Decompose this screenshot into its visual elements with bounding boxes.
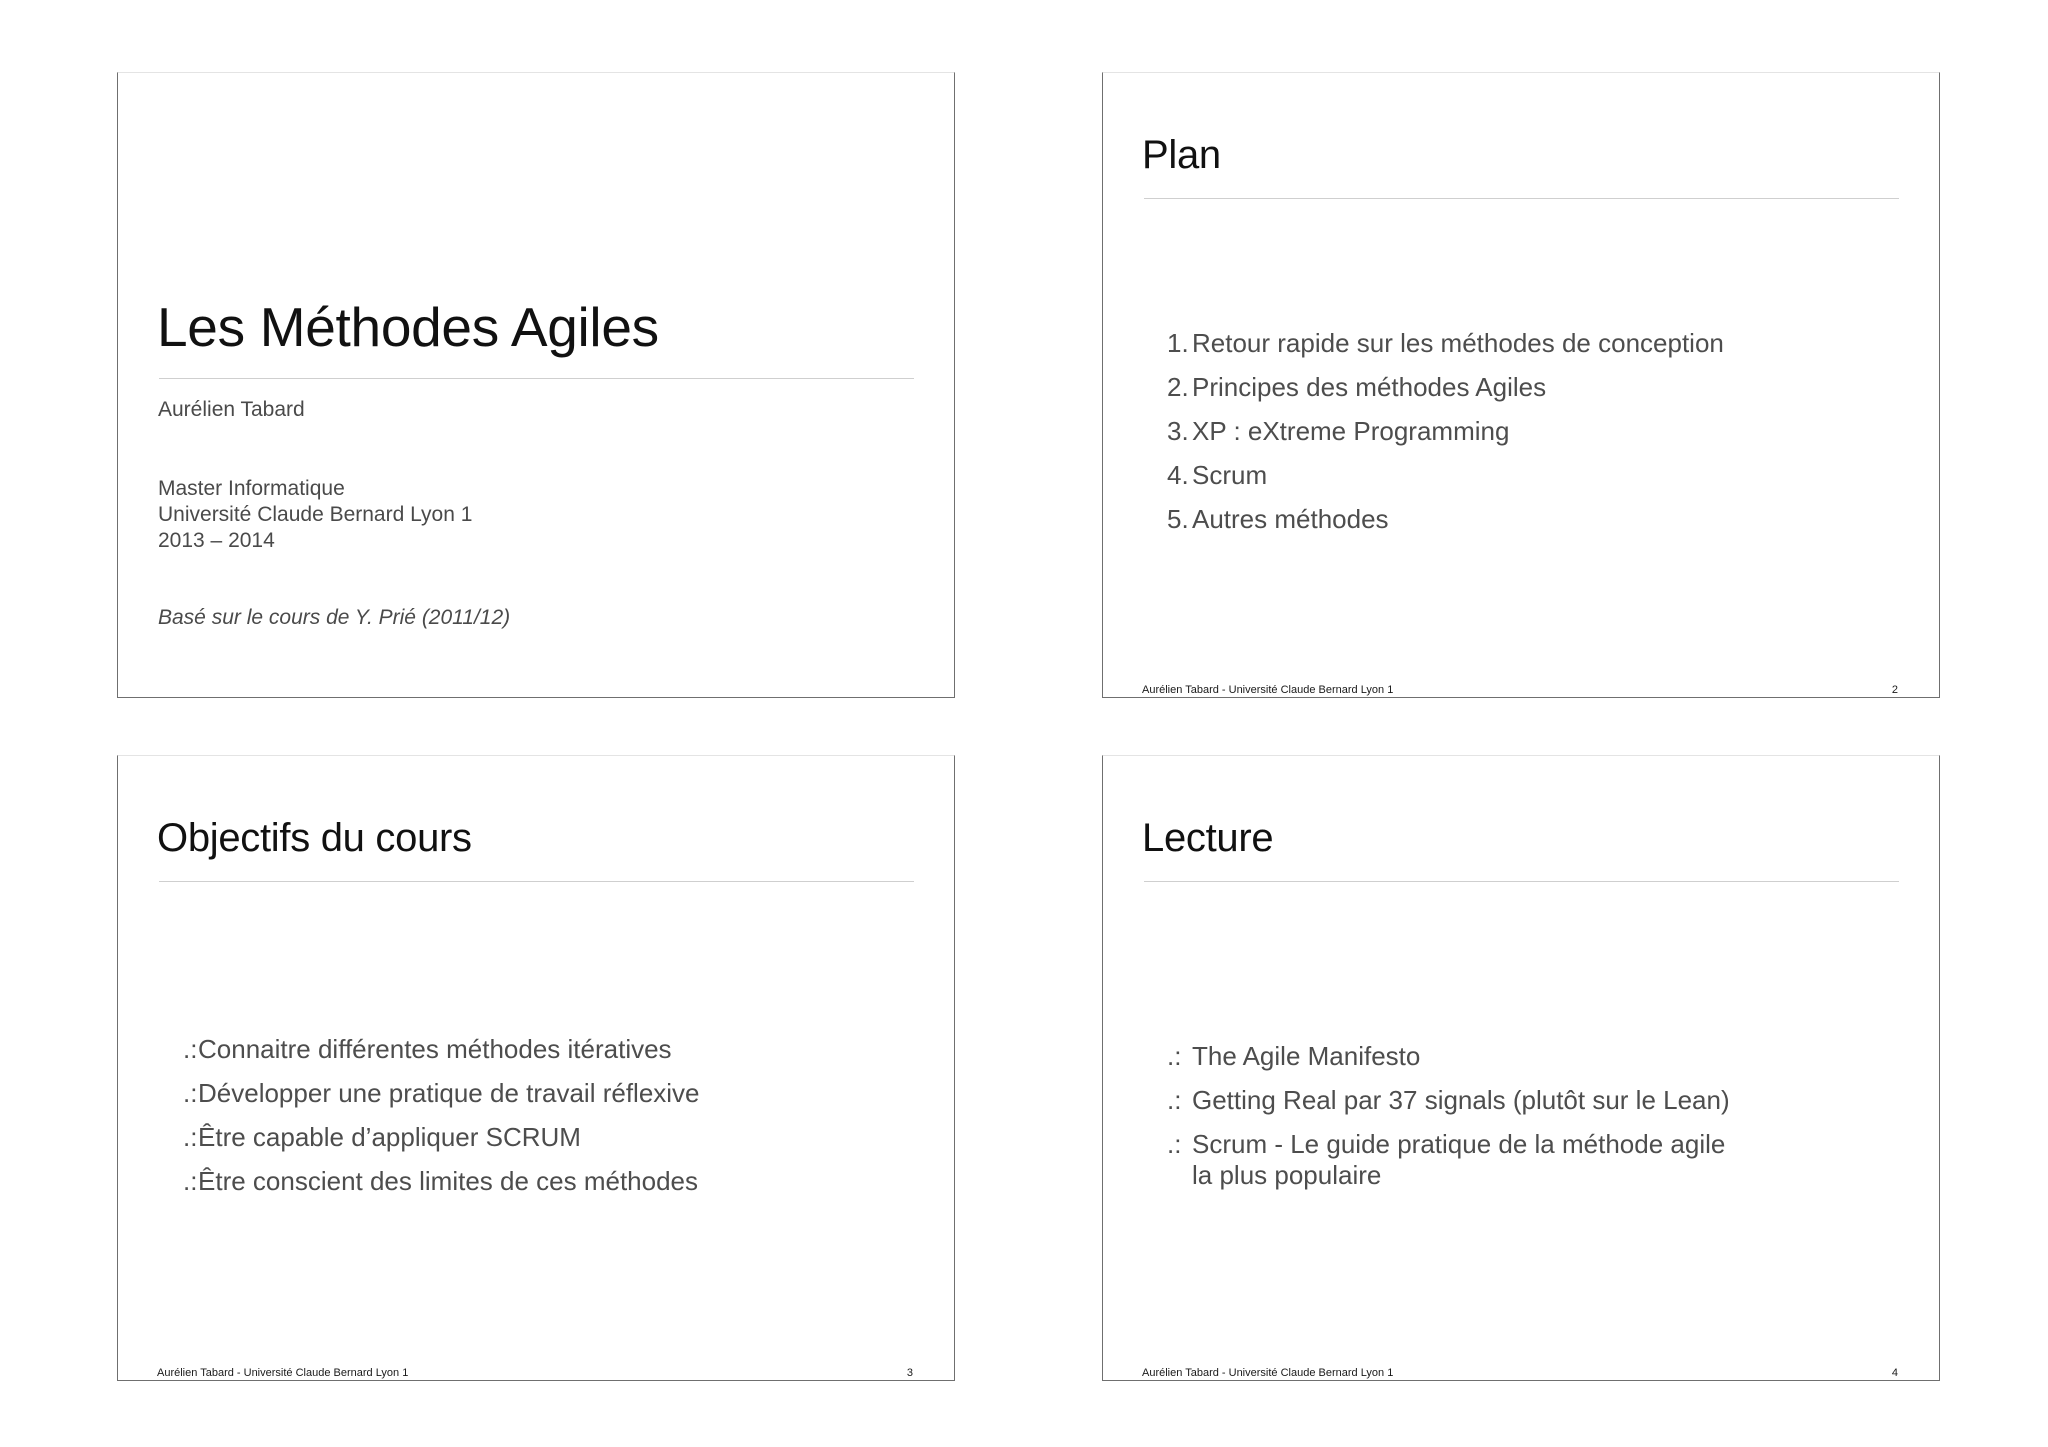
reading-list <box>1167 1041 1752 1204</box>
slide-title-page <box>117 72 955 698</box>
list-marker: 2. <box>1167 372 1189 402</box>
list-item-text: The Agile Manifesto <box>1192 1041 1421 1071</box>
list-item <box>1167 372 1724 403</box>
title-divider <box>1144 881 1899 882</box>
plan-list <box>1167 328 1724 548</box>
program-info <box>158 476 472 554</box>
slide-title: Les Méthodes Agiles <box>157 296 659 358</box>
list-marker: .: <box>183 1122 198 1152</box>
list-item <box>183 1078 700 1109</box>
list-marker: .: <box>183 1034 198 1064</box>
program-line: Master Informatique <box>158 477 345 500</box>
list-item <box>1167 460 1724 491</box>
objectives-list <box>183 1034 700 1210</box>
list-item-text: Scrum <box>1192 460 1268 490</box>
list-item-text: Retour rapide sur les méthodes de conception <box>1192 328 1724 358</box>
slide-footer: Aurélien Tabard - Université Claude Bernard Lyon 1 <box>1142 1367 1394 1379</box>
list-item <box>183 1034 700 1065</box>
list-marker: 4. <box>1167 460 1189 490</box>
list-item-text: Scrum - Le guide pratique de la méthode agile la plus populaire <box>1192 1129 1726 1190</box>
slide-title: Objectifs du cours <box>157 816 472 860</box>
list-item-text: XP : eXtreme Programming <box>1192 416 1510 446</box>
list-marker: 5. <box>1167 504 1189 534</box>
page-number: 3 <box>906 1367 913 1379</box>
program-line: 2013 – 2014 <box>158 529 275 552</box>
slide-footer: Aurélien Tabard - Université Claude Bernard Lyon 1 <box>1142 684 1394 696</box>
list-item-text: Développer une pratique de travail réflexive <box>198 1078 700 1108</box>
list-marker: .: <box>183 1166 198 1196</box>
page-number: 4 <box>1891 1367 1898 1379</box>
slide-title: Lecture <box>1142 816 1274 860</box>
list-item-text: Être capable d’appliquer SCRUM <box>198 1122 581 1152</box>
list-item <box>183 1166 700 1197</box>
title-divider <box>1144 198 1899 199</box>
page-number: 2 <box>1891 684 1898 696</box>
list-item <box>1167 504 1724 535</box>
list-marker: 3. <box>1167 416 1189 446</box>
list-item-text: Getting Real par 37 signals (plutôt sur le Lean) <box>1192 1085 1730 1115</box>
list-marker: .: <box>1167 1041 1182 1071</box>
slide-objectives <box>117 755 955 1381</box>
list-item-text: Autres méthodes <box>1192 504 1389 534</box>
title-divider <box>159 881 914 882</box>
slide-footer: Aurélien Tabard - Université Claude Bernard Lyon 1 <box>157 1367 409 1379</box>
slide-title: Plan <box>1142 133 1221 177</box>
title-divider <box>159 378 914 379</box>
list-item-text: Être conscient des limites de ces méthodes <box>198 1166 699 1196</box>
program-line: Université Claude Bernard Lyon 1 <box>158 503 473 526</box>
list-item <box>1167 1129 1752 1191</box>
list-item <box>1167 1085 1752 1116</box>
slide-reading <box>1102 755 1940 1381</box>
author-name: Aurélien Tabard <box>158 398 305 421</box>
list-item <box>183 1122 700 1153</box>
list-marker: .: <box>1167 1085 1182 1115</box>
list-item <box>1167 1041 1752 1072</box>
slide-plan <box>1102 72 1940 698</box>
list-item <box>1167 416 1724 447</box>
list-item-text: Principes des méthodes Agiles <box>1192 372 1547 402</box>
list-marker: 1. <box>1167 328 1189 358</box>
course-credit: Basé sur le cours de Y. Prié (2011/12) <box>158 606 511 629</box>
list-marker: .: <box>1167 1129 1182 1159</box>
list-item-text: Connaitre différentes méthodes itératives <box>198 1034 672 1064</box>
list-item <box>1167 328 1724 359</box>
list-marker: .: <box>183 1078 198 1108</box>
